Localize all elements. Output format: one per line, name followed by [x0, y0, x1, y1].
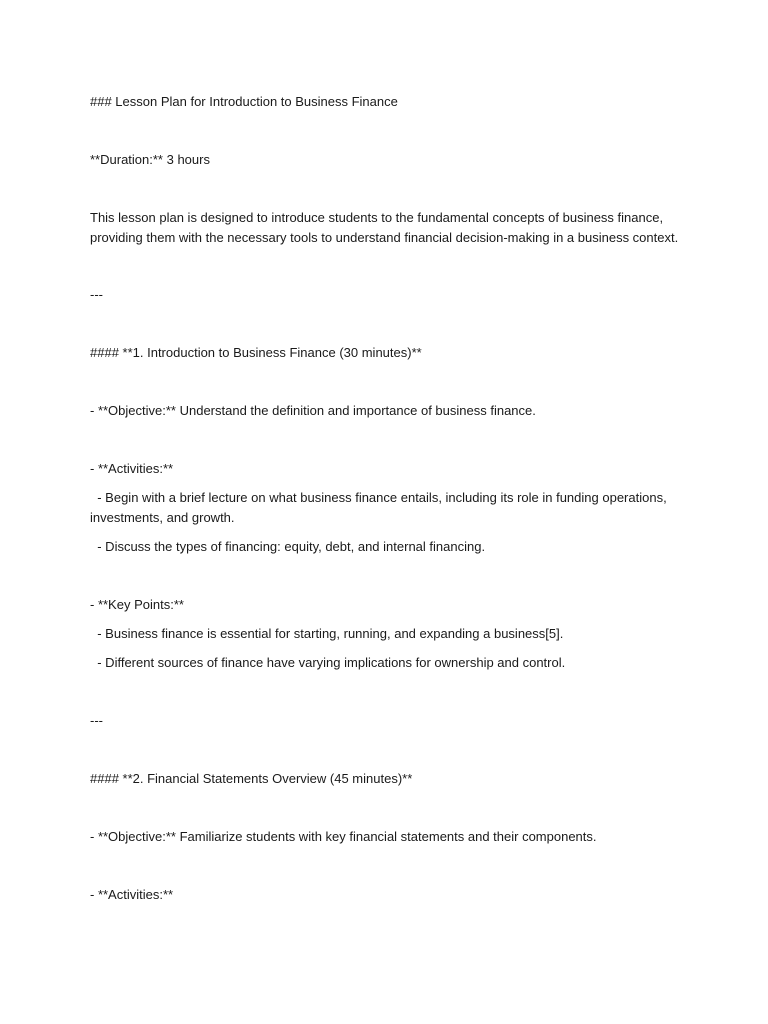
section-1-objective: - **Objective:** Understand the definition and importance of business finance. [90, 403, 536, 418]
section-2-objective: - **Objective:** Familiarize students with key financial statements and their components. [90, 829, 597, 844]
section-divider: --- [90, 713, 103, 728]
section-1-activity-2: - Discuss the types of financing: equity, debt, and internal financing. [90, 539, 486, 554]
intro-paragraph: This lesson plan is designed to introduce students to the fundamental concepts of business finance, providing them with the necessary tools to understand financial decision-making in a business context. [90, 210, 679, 245]
section-2-activities-label: - **Activities:** [90, 887, 174, 902]
section-1-activities-label: - **Activities:** [90, 461, 174, 476]
section-divider: --- [90, 287, 103, 302]
section-2-heading: #### **2. Financial Statements Overview (45 minutes)** [90, 771, 413, 786]
section-1-heading: #### **1. Introduction to Business Finance (30 minutes)** [90, 345, 422, 360]
duration-line: **Duration:** 3 hours [90, 152, 210, 167]
section-1-activity-1: - Begin with a brief lecture on what business finance entails, including its role in funding operations, investments, and growth. [90, 490, 671, 525]
section-1-keypoint-1: - Business finance is essential for starting, running, and expanding a business[5]. [90, 626, 564, 641]
section-1-keypoints-label: - **Key Points:** [90, 597, 184, 612]
section-1-keypoint-2: - Different sources of finance have varying implications for ownership and control. [90, 655, 566, 670]
document-heading: ### Lesson Plan for Introduction to Business Finance [90, 94, 398, 109]
